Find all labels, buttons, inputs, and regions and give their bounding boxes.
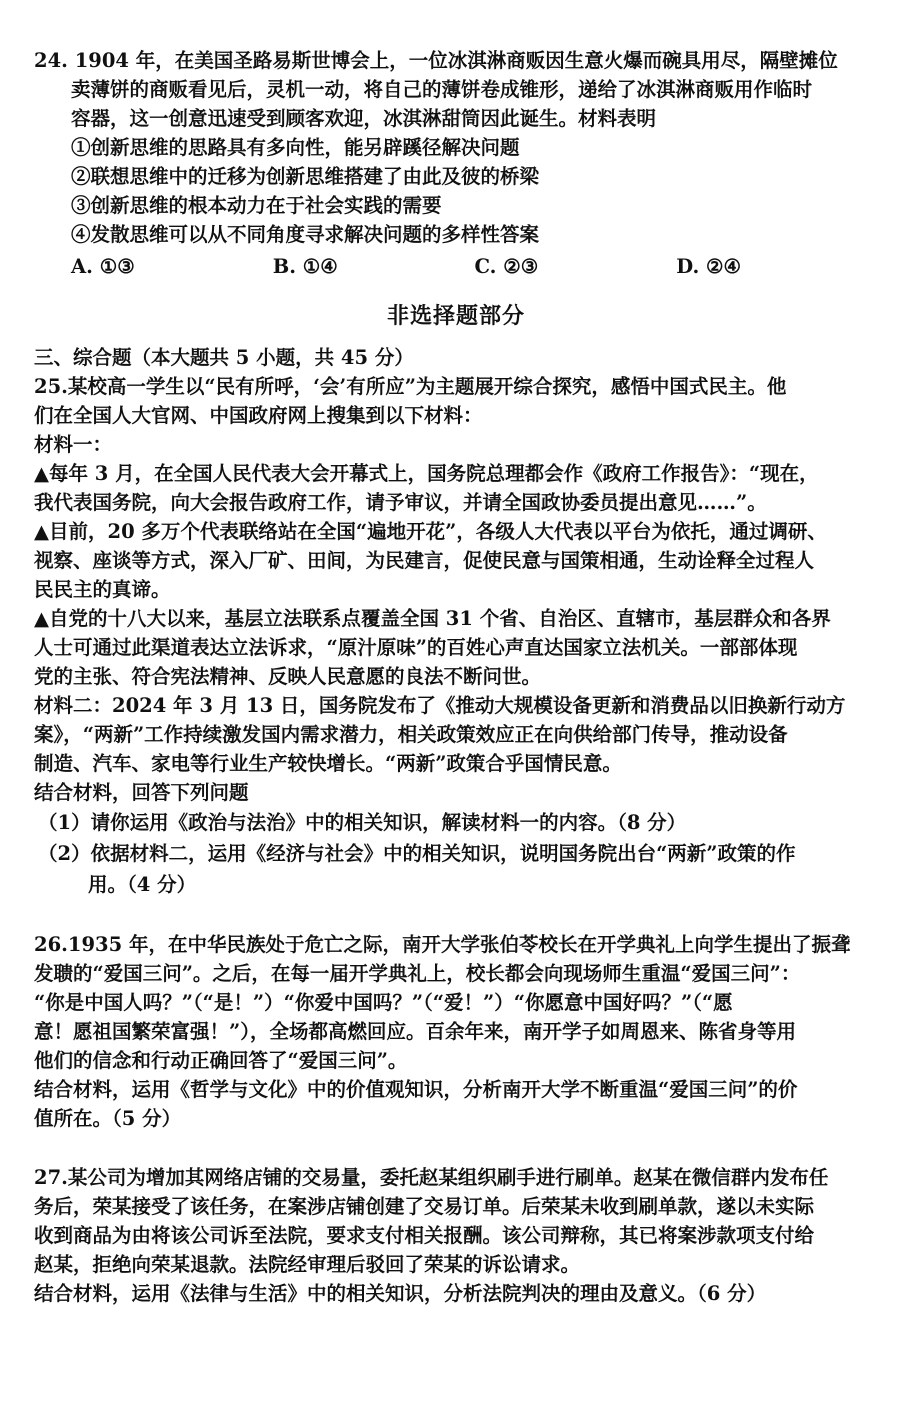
section-title: 非选择题部分 <box>386 303 525 329</box>
q26-line: “你是中国人吗？”（“是！”）“你爱中国吗？”（“爱！”）“你愿意中国好吗？”（“愿 <box>34 991 733 1014</box>
q27-line: 27.某公司为增加其网络店铺的交易量，委托赵某组织刷手进行刷单。赵某在微信群内发布任 <box>34 1166 829 1189</box>
q24-option-1: ①创新思维的思路具有多向性，能另辟蹊径解决问题 <box>71 136 520 159</box>
choice-d: D. ②④ <box>676 255 742 278</box>
question-25 <box>34 372 878 900</box>
material-1-item: 我代表国务院，向大会报告政府工作，请予审议，并请全国政协委员提出意见……”。 <box>34 491 767 514</box>
material-2-line: 材料二：2024 年 3 月 13 日，国务院发布了《推动大规模设备更新和消费品以旧换新行动方 <box>34 694 846 717</box>
q24-stem-line: 24. 1904 年，在美国圣路易斯世博会上，一位冰淇淋商贩因生意火爆而碗具用尽，隔壁摊位 <box>34 49 838 72</box>
q24-option-4: ④发散思维可以从不同角度寻求解决问题的多样性答案 <box>71 223 540 246</box>
q25-subquestion-2-cont: 用。（4 分） <box>88 873 197 896</box>
q24-option-2: ②联想思维中的迁移为创新思维搭建了由此及彼的桥梁 <box>71 165 540 188</box>
part3-header: 三、综合题（本大题共 5 小题，共 45 分） <box>34 346 414 369</box>
question-24 <box>34 46 878 283</box>
material-1-item: ▲每年 3 月，在全国人民代表大会开幕式上，国务院总理都会作《政府工作报告》：“现在， <box>34 462 819 485</box>
material-1-item: 人士可通过此渠道表达立法诉求，“原汁原味”的百姓心声直达国家立法机关。一部部体现 <box>34 636 798 659</box>
q26-line: 26.1935 年，在中华民族处于危亡之际，南开大学张伯苓校长在开学典礼上向学生提出了振聋 <box>34 933 851 956</box>
q24-choices <box>34 251 878 283</box>
material-2-line: 制造、汽车、家电等行业生产较快增长。“两新”政策合乎国情民意。 <box>34 752 622 775</box>
q24-option-3: ③创新思维的根本动力在于社会实践的需要 <box>71 194 442 217</box>
q27-line: 务后，荣某接受了该任务，在案涉店铺创建了交易订单。后荣某未收到刷单款，遂以未实际 <box>34 1195 815 1218</box>
material-1-label: 材料一： <box>34 433 113 456</box>
choice-b: B. ①④ <box>272 255 338 278</box>
material-1-item: ▲目前，20 多万个代表联络站在全国“遍地开花”，各级人大代表以平台为依托，通过调研、 <box>34 520 827 543</box>
q26-line: 发聩的“爱国三问”。之后，在每一届开学典礼上，校长都会向现场师生重温“爱国三问”： <box>34 962 801 985</box>
question-26 <box>34 930 878 1133</box>
q26-line: 结合材料，运用《哲学与文化》中的价值观知识，分析南开大学不断重温“爱国三问”的价 <box>34 1078 798 1101</box>
material-1-item: 党的主张、符合宪法精神、反映人民意愿的良法不断问世。 <box>34 665 542 688</box>
q25-subquestion-2: （2）依据材料二，运用《经济与社会》中的相关知识，说明国务院出台“两新”政策的作 <box>38 842 796 865</box>
choice-a: A. ①③ <box>71 255 135 278</box>
material-2-line: 案》，“两新”工作持续激发国内需求潜力，相关政策效应正在向供给部门传导，推动设备 <box>34 723 788 746</box>
q25-prompt: 结合材料，回答下列问题 <box>34 781 249 804</box>
material-1-item: 民民主的真谛。 <box>34 578 171 601</box>
q25-intro-line: 们在全国人大官网、中国政府网上搜集到以下材料： <box>34 404 483 427</box>
material-1-item: 视察、座谈等方式，深入厂矿、田间，为民建言，促使民意与国策相通，生动诠释全过程人 <box>34 549 815 572</box>
choice-c: C. ②③ <box>474 255 539 278</box>
q25-intro-line: 25.某校高一学生以“民有所呼，‘会’有所应”为主题展开综合探究，感悟中国式民主。他 <box>34 375 787 398</box>
q27-line: 结合材料，运用《法律与生活》中的相关知识，分析法院判决的理由及意义。（6 分） <box>34 1282 767 1305</box>
q24-stem-line: 容器，这一创意迅速受到顾客欢迎，冰淇淋甜筒因此诞生。材料表明 <box>71 107 657 130</box>
q24-stem-line: 卖薄饼的商贩看见后，灵机一动，将自己的薄饼卷成锥形，递给了冰淇淋商贩用作临时 <box>71 78 813 101</box>
q26-line: 值所在。（5 分） <box>34 1107 182 1130</box>
q27-line: 收到商品为由将该公司诉至法院，要求支付相关报酬。该公司辩称，其已将案涉款项支付给 <box>34 1224 815 1247</box>
q25-subquestion-1: （1）请你运用《政治与法治》中的相关知识，解读材料一的内容。（8 分） <box>38 811 687 834</box>
question-27 <box>34 1163 878 1308</box>
q26-line: 他们的信念和行动正确回答了“爱国三问”。 <box>34 1049 408 1072</box>
q26-line: 意！愿祖国繁荣富强！”），全场都高燃回应。百余年来，南开学子如周恩来、陈省身等用 <box>34 1020 796 1043</box>
q27-line: 赵某，拒绝向荣某退款。法院经审理后驳回了荣某的诉讼请求。 <box>34 1253 581 1276</box>
material-1-item: ▲自党的十八大以来，基层立法联系点覆盖全国 31 个省、自治区、直辖市，基层群众和各界 <box>34 607 831 630</box>
